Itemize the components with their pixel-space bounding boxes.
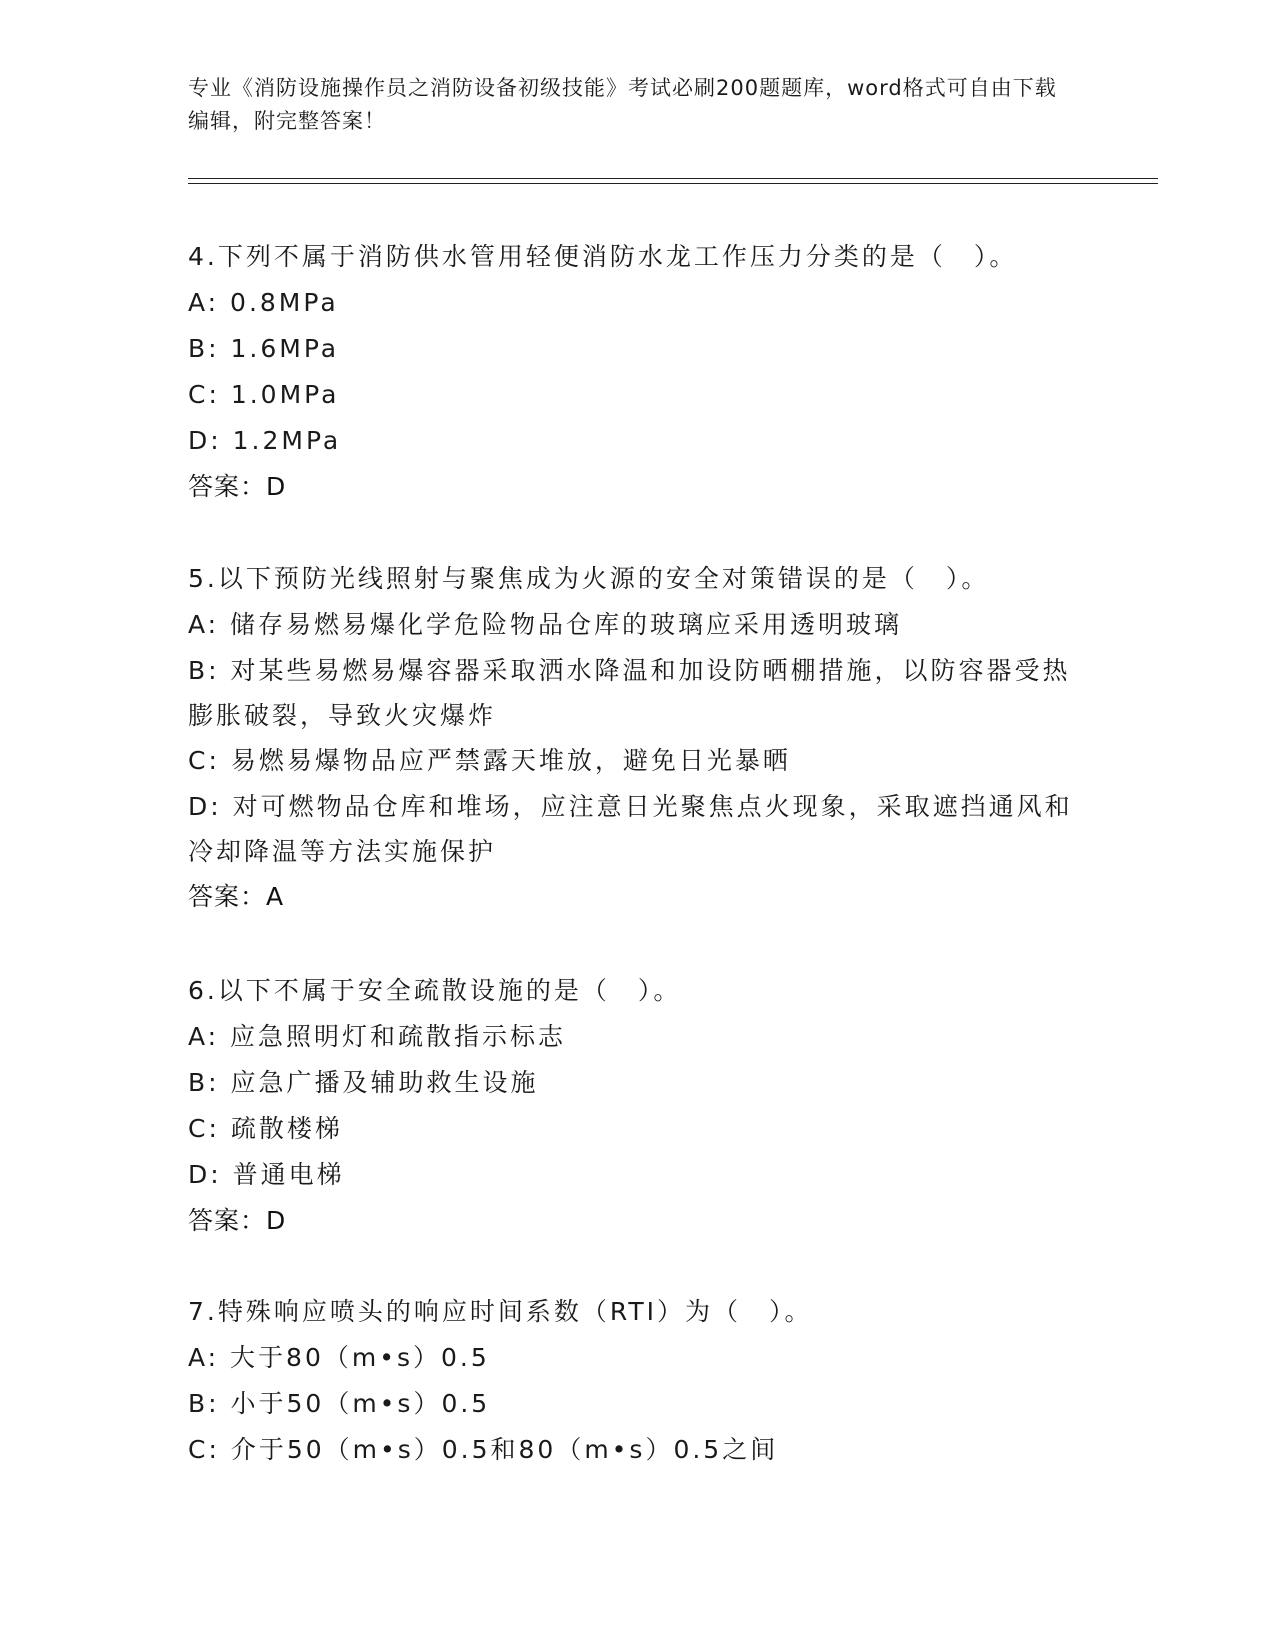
option-a: A: 0.8MPa (188, 288, 339, 317)
option-c: C: 疏散楼梯 (188, 1114, 343, 1143)
option-a: A: 应急照明灯和疏散指示标志 (188, 1022, 567, 1051)
option-d: D: 对可燃物品仓库和堆场，应注意日光聚焦点火现象，采取遮挡通风和冷却降温等方法实施保护 (188, 792, 1073, 866)
option-b: B: 小于50（m•s）0.5 (188, 1389, 491, 1418)
option-c: C: 1.0MPa (188, 380, 340, 409)
option-a: A: 大于80（m•s）0.5 (188, 1343, 490, 1372)
option-b: B: 对某些易燃易爆容器采取洒水降温和加设防晒棚措施，以防容器受热膨胀破裂，导致火灾爆炸 (188, 656, 1071, 730)
option-c: C: 易燃易爆物品应严禁露天堆放，避免日光暴晒 (188, 746, 791, 775)
option-d: D: 普通电梯 (188, 1160, 345, 1189)
question-stem: 4.下列不属于消防供水管用轻便消防水龙工作压力分类的是（ ）。 (188, 242, 1018, 271)
option-b: B: 应急广播及辅助救生设施 (188, 1068, 539, 1097)
question-stem: 6.以下不属于安全疏散设施的是（ ）。 (188, 976, 682, 1005)
option-b: B: 1.6MPa (188, 334, 340, 363)
answer: 答案：D (188, 472, 287, 501)
option-a: A: 储存易燃易爆化学危险物品仓库的玻璃应采用透明玻璃 (188, 610, 903, 639)
header-divider-top (188, 178, 1158, 179)
header-note: 专业《消防设施操作员之消防设备初级技能》考试必刷200题题库，word格式可自由下载编辑，附完整答案！ (188, 76, 1057, 133)
header-divider-bottom (188, 183, 1158, 184)
answer: 答案：A (188, 882, 285, 911)
question-4 (188, 234, 1088, 510)
question-6 (188, 968, 1088, 1244)
option-d: D: 1.2MPa (188, 426, 342, 455)
question-5 (188, 556, 1088, 920)
question-7 (188, 1289, 1088, 1473)
option-c: C: 介于50（m•s）0.5和80（m•s）0.5之间 (188, 1435, 779, 1464)
question-stem: 5.以下预防光线照射与聚焦成为火源的安全对策错误的是（ ）。 (188, 564, 990, 593)
answer: 答案：D (188, 1206, 287, 1235)
question-stem: 7.特殊响应喷头的响应时间系数（RTI）为（ ）。 (188, 1297, 813, 1326)
